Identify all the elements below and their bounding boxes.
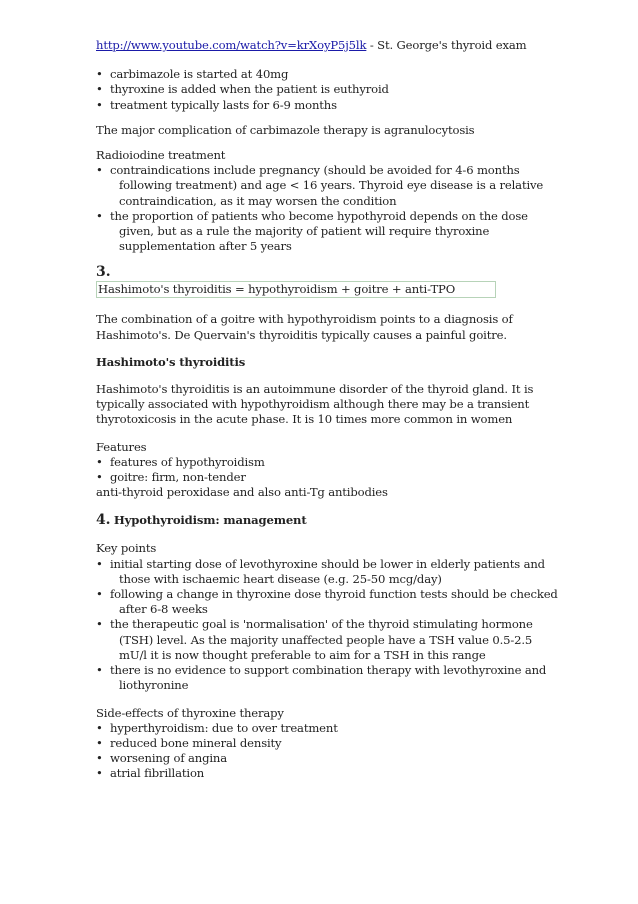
paragraph: anti-thyroid peroxidase and also anti-Tg antibodies [96, 485, 388, 500]
list-item-continuation: mU/l it is now thought preferable to aim for a TSH in this range [119, 647, 486, 662]
list-item: • there is no evidence to support combination therapy with levothyroxine and [96, 663, 556, 678]
list-item-continuation: given, but as a rule the majority of patient will require thyroxine [119, 224, 490, 239]
list-item: • features of hypothyroidism [96, 455, 556, 470]
list-item-continuation: contraindication, as it may worsen the condition [119, 193, 397, 208]
section-title: Hypothyroidism: management [113, 513, 307, 528]
list-item: • treatment typically lasts for 6-9 months [96, 98, 556, 113]
list-item: • thyroxine is added when the patient is euthyroid [96, 82, 556, 97]
list-item: • hyperthyroidism: due to over treatment [96, 721, 556, 736]
document-page [96, 38, 556, 782]
source-line [96, 38, 556, 53]
list-item: • the therapeutic goal is 'normalisation' of the thyroid stimulating hormone [96, 617, 556, 632]
list-item-continuation: supplementation after 5 years [119, 239, 292, 254]
section-heading [96, 512, 556, 529]
list-item: • reduced bone mineral density [96, 736, 556, 751]
paragraph: Hashimoto's. De Quervain's thyroiditis typically causes a painful goitre. [96, 327, 507, 342]
source-description: - St. George's thyroid exam [366, 38, 527, 52]
paragraph: The major complication of carbimazole therapy is agranulocytosis [96, 122, 475, 137]
section-number: 4. [96, 512, 111, 529]
subheading: Side-effects of thyroxine therapy [96, 705, 284, 720]
list-item-continuation: liothyronine [119, 678, 189, 693]
section-title: Hashimoto's thyroiditis [96, 354, 246, 369]
subheading: Radioiodine treatment [96, 148, 226, 163]
paragraph: Hashimoto's thyroiditis is an autoimmune disorder of the thyroid gland. It is [96, 382, 534, 397]
list-item: • goitre: firm, non-tender [96, 470, 556, 485]
list-item: • carbimazole is started at 40mg [96, 67, 556, 82]
section-number: 3. [96, 264, 111, 281]
list-item: • following a change in thyroxine dose thyroid function tests should be checked [96, 587, 556, 602]
summary-box: Hashimoto's thyroiditis = hypothyroidism + goitre + anti-TPO [96, 281, 496, 298]
list-item: • the proportion of patients who become hypothyroid depends on the dose [96, 209, 556, 224]
list-item: • contraindications include pregnancy (should be avoided for 4-6 months [96, 163, 556, 178]
paragraph: thyrotoxicosis in the acute phase. It is 10 times more common in women [96, 412, 513, 427]
list-item-continuation: following treatment) and age < 16 years. Thyroid eye disease is a relative [119, 178, 544, 193]
subheading: Features [96, 439, 147, 454]
youtube-link[interactable]: http://www.youtube.com/watch?v=krXoyP5j5lk [96, 38, 367, 52]
list-item: • worsening of angina [96, 751, 556, 766]
subheading: Key points [96, 541, 157, 556]
paragraph: The combination of a goitre with hypothyroidism points to a diagnosis of [96, 312, 513, 327]
paragraph: typically associated with hypothyroidism although there may be a transient [96, 397, 530, 412]
list-item-continuation: after 6-8 weeks [119, 602, 208, 617]
list-item: • initial starting dose of levothyroxine should be lower in elderly patients and [96, 557, 556, 572]
list-item-continuation: those with ischaemic heart disease (e.g. 25-50 mcg/day) [119, 571, 442, 586]
list-item: • atrial fibrillation [96, 766, 556, 781]
list-item-continuation: (TSH) level. As the majority unaffected people have a TSH value 0.5-2.5 [119, 632, 533, 647]
